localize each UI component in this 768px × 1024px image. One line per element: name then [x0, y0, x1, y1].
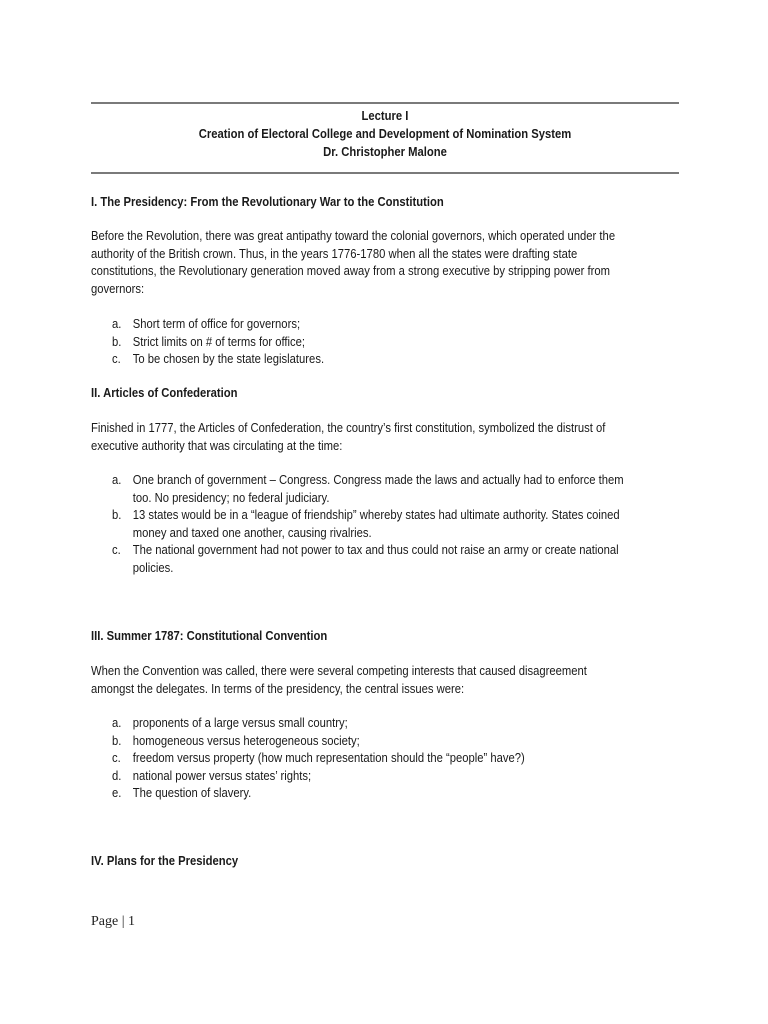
section-paragraph-1 [91, 228, 676, 298]
section-heading-1: I. The Presidency: From the Revolutionary War to the Constitution [91, 195, 444, 209]
list-item [112, 507, 734, 542]
list-marker: c. [112, 352, 121, 366]
paragraph-line: amongst the delegates. In terms of the presidency, the central issues were: [91, 681, 465, 696]
list-item-text: policies. [132, 560, 174, 575]
page-number: Page | 1 [91, 914, 136, 929]
list-item-text: One branch of government – Congress. Congress made the laws and actually had to enforce them [132, 473, 624, 487]
list-item-text: Strict limits on # of terms for office; [132, 334, 306, 349]
list-marker: b. [112, 334, 122, 349]
list-item-text: 13 states would be in a “league of friendship” whereby states had ultimate authority. States coined [132, 508, 620, 522]
list-item-text: money and taxed one another, causing rivalries. [132, 525, 372, 540]
lecture-number: Lecture I [361, 109, 409, 123]
list-item-text: The question of slavery. [132, 786, 252, 800]
list-item-text: Short term of office for governors; [132, 317, 301, 331]
list-marker: b. [112, 733, 122, 748]
list-item [112, 351, 734, 369]
section-list-2 [112, 472, 737, 577]
lecture-title: Creation of Electoral College and Development of Nomination System [198, 127, 572, 141]
list-item [112, 316, 734, 334]
paragraph-line: When the Convention was called, there were several competing interests that caused disagreement [91, 664, 587, 678]
list-item-text: freedom versus property (how much representation should the “people” have?) [132, 751, 525, 765]
list-item [112, 733, 734, 751]
section-paragraph-2 [91, 420, 676, 455]
list-marker: b. [112, 508, 122, 522]
section-heading-4: IV. Plans for the Presidency [91, 854, 239, 868]
section-heading-3: III. Summer 1787: Constitutional Convention [91, 629, 328, 643]
paragraph-line: constitutions, the Revolutionary generation moved away from a strong executive by stripping power from [91, 264, 611, 278]
list-item [112, 750, 734, 768]
list-marker: d. [112, 768, 122, 783]
section-list-1 [112, 316, 737, 369]
list-marker: c. [112, 751, 121, 765]
list-item [112, 785, 734, 803]
section-list-3 [112, 715, 737, 803]
list-item-text: To be chosen by the state legislatures. [132, 352, 325, 366]
lecture-author: Dr. Christopher Malone [323, 145, 447, 159]
list-item [112, 472, 734, 507]
list-item-text: homogeneous versus heterogeneous society; [132, 733, 360, 748]
paragraph-line: governors: [91, 281, 145, 296]
paragraph-line: executive authority that was circulating at the time: [91, 438, 343, 453]
list-item [112, 334, 734, 352]
paragraph-line: authority of the British crown. Thus, in the years 1776-1780 when all the states were drafting state [91, 246, 578, 261]
list-marker: c. [112, 543, 121, 557]
list-marker: e. [112, 786, 122, 800]
section-paragraph-3 [91, 663, 676, 698]
list-item-text: The national government had not power to tax and thus could not raise an army or create national [132, 543, 619, 557]
section-heading-2: II. Articles of Confederation [91, 386, 238, 400]
paragraph-line: Before the Revolution, there was great antipathy toward the colonial governors, which operated under the [91, 229, 616, 243]
list-item [112, 715, 734, 733]
paragraph-line: Finished in 1777, the Articles of Confederation, the country’s first constitution, symbolized the distrust of [91, 421, 606, 435]
list-item [112, 768, 734, 786]
list-item [112, 542, 734, 577]
list-marker: a. [112, 473, 122, 487]
list-marker: a. [112, 716, 122, 730]
top-rule [91, 102, 679, 104]
list-item-text: national power versus states’ rights; [132, 768, 312, 783]
list-item-text: too. No presidency; no federal judiciary. [132, 490, 330, 505]
list-item-text: proponents of a large versus small country; [132, 716, 348, 730]
bottom-rule [91, 172, 679, 174]
document-header [91, 107, 679, 161]
list-marker: a. [112, 317, 122, 331]
